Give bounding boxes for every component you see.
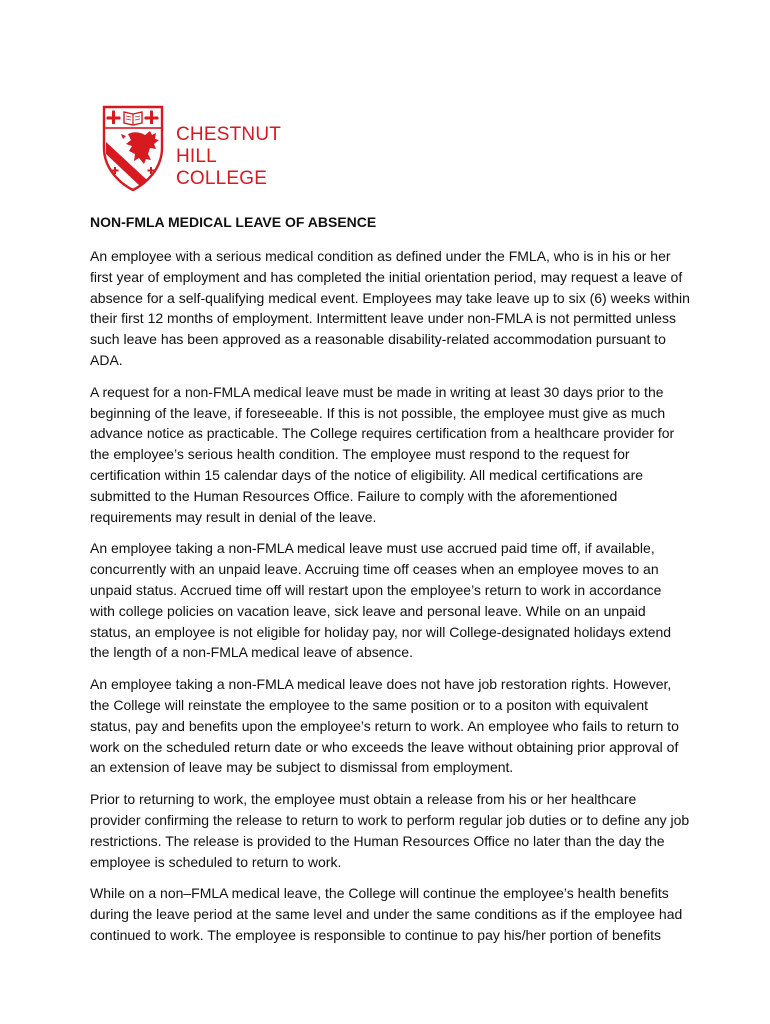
- document-body: [90, 212, 690, 957]
- college-wordmark: [176, 124, 281, 190]
- wordmark-line-1: CHESTNUT: [176, 124, 282, 145]
- paragraph-eligibility: An employee with a serious medical condition as defined under the FMLA, who is in his or her first year of employment and has completed the initial orientation period, may request a leave of absence for a self-qualifying medical event. Employees may take leave up to six (6) weeks within their first 12 months of employment. Intermittent leave under non-FMLA is not permitted unless such leave has been approved as a reasonable disability-related accommodation pursuant to ADA.: [90, 248, 690, 368]
- paragraph-job-restoration: An employee taking a non-FMLA medical leave does not have job restoration rights. However, the College will reinstate the employee to the same position or to a positon with equivalent status, pay and benefits upon the employee’s return to work. An employee who fails to return to work on the scheduled return date or who exceeds the leave without obtaining prior approval of an extension of leave may be subject to dismissal from employment.: [90, 676, 679, 776]
- college-logo: [101, 104, 282, 194]
- document-title: NON-FMLA MEDICAL LEAVE OF ABSENCE: [90, 214, 377, 230]
- wordmark-line-3: COLLEGE: [176, 168, 268, 189]
- crest-icon: [101, 104, 165, 192]
- wordmark-line-2: HILL: [176, 146, 217, 167]
- paragraph-request-certification: A request for a non-FMLA medical leave must be made in writing at least 30 days prior to the beginning of the leave, if foreseeable. If this is not possible, the employee must give as much advance notice as practicable. The College requires certification from a healthcare provider for the employee’s serious health condition. The employee must respond to the request for certification within 15 calendar days of the notice of eligibility. All medical certifications are submitted to the Human Resources Office. Failure to comply with the aforementioned requirements may result in denial of the leave.: [90, 383, 675, 525]
- paragraph-health-benefits: While on a non–FMLA medical leave, the College will continue the employee’s health benefits during the leave period at the same level and under the same conditions as if the employee had continued to work. The employee is responsible to continue to pay his/her portion of benefits: [90, 885, 683, 943]
- paragraph-paid-time-off: An employee taking a non-FMLA medical leave must use accrued paid time off, if available, concurrently with an unpaid leave. Accruing time off ceases when an employee moves to an unpaid status. Accrued time off will restart upon the employee’s return to work in accordance with college policies on vacation leave, sick leave and personal leave. While on an unpaid status, an employee is not eligible for holiday pay, nor will College-designated holidays extend the length of a non-FMLA medical leave of absence.: [90, 540, 672, 661]
- paragraph-return-release: Prior to returning to work, the employee must obtain a release from his or her healthcare provider confirming the release to return to work to perform regular job duties or to define any job restrictions. The release is provided to the Human Resources Office no later than the day the employee is scheduled to return to work.: [90, 791, 690, 870]
